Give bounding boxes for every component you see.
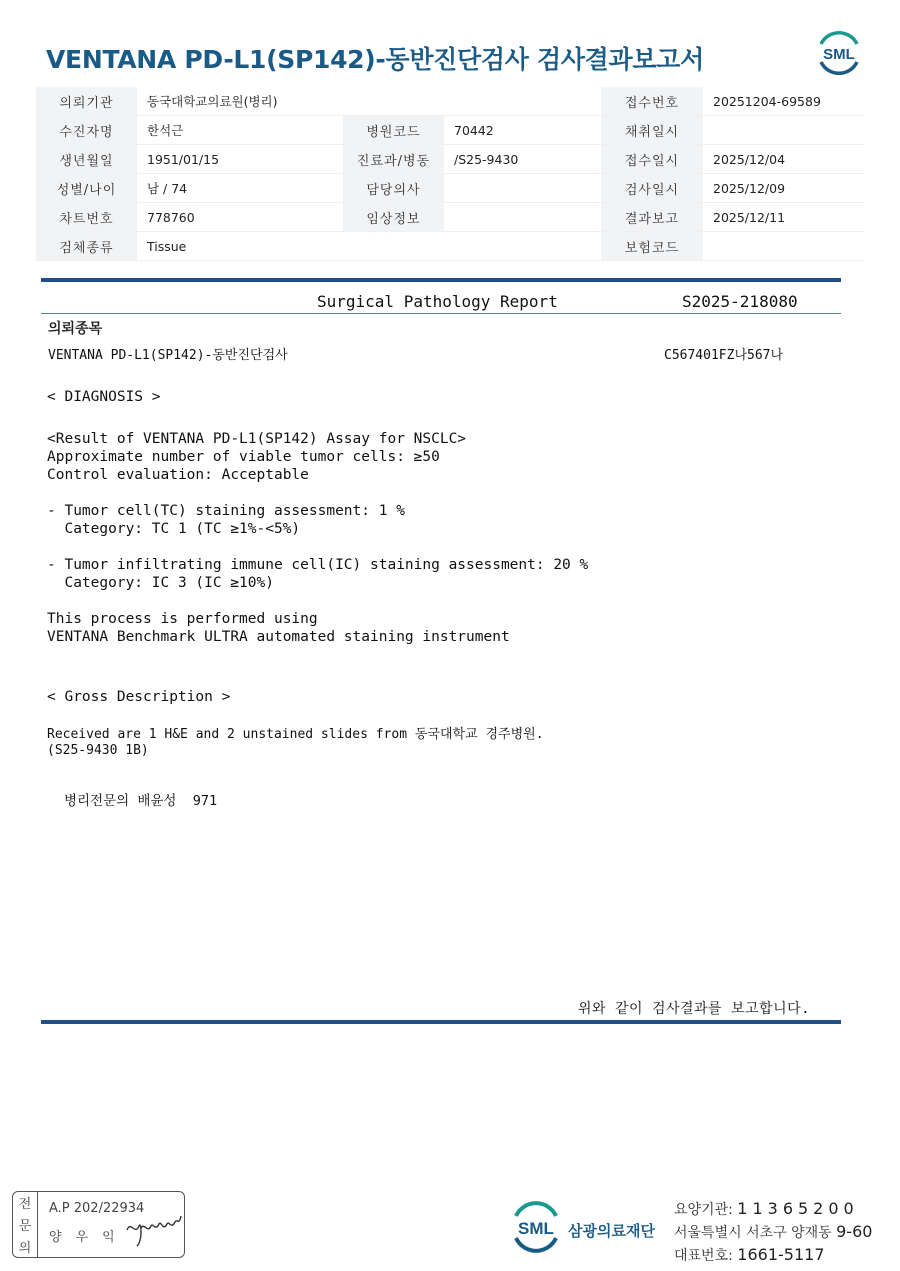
result-line-3: Control evaluation: Acceptable bbox=[47, 467, 309, 483]
diagnosis-heading: < DIAGNOSIS > bbox=[47, 389, 161, 405]
info-value: 2025/12/11 bbox=[703, 203, 864, 232]
address-value: 9-60 bbox=[836, 1222, 873, 1241]
info-row bbox=[36, 232, 864, 261]
info-label bbox=[343, 232, 444, 261]
info-label: 접수일시 bbox=[601, 145, 703, 174]
info-value: Tissue bbox=[137, 232, 343, 261]
info-label: 임상정보 bbox=[343, 203, 444, 232]
footer-org-name: 삼광의료재단 bbox=[568, 1222, 655, 1240]
info-label: 수진자명 bbox=[36, 116, 137, 145]
info-value bbox=[703, 116, 864, 145]
info-value: 남 / 74 bbox=[137, 174, 343, 203]
footer-address bbox=[674, 1222, 872, 1242]
info-row bbox=[36, 174, 864, 203]
request-label: 의뢰종목 bbox=[48, 321, 103, 337]
info-value: 20251204-69589 bbox=[703, 87, 864, 116]
info-value: 2025/12/09 bbox=[703, 174, 864, 203]
footer-phone bbox=[674, 1245, 825, 1265]
info-row bbox=[36, 203, 864, 232]
info-row bbox=[36, 145, 864, 174]
info-label: 담당의사 bbox=[343, 174, 444, 203]
ic-assessment: - Tumor infiltrating immune cell(IC) staining assessment: 20 % bbox=[47, 557, 589, 573]
info-value: 동국대학교의료원(병리) bbox=[137, 87, 343, 116]
stamp-ap-number: A.P 202/22934 bbox=[49, 1201, 145, 1216]
top-rule bbox=[41, 278, 841, 282]
closing-statement: 위와 같이 검사결과를 보고합니다. bbox=[578, 1001, 811, 1017]
report-number: S2025-218080 bbox=[682, 292, 798, 311]
stamp-char: 전 bbox=[18, 1197, 32, 1213]
info-value bbox=[444, 87, 601, 116]
footer-logo bbox=[510, 1198, 562, 1258]
tc-assessment: - Tumor cell(TC) staining assessment: 1 % bbox=[47, 503, 405, 519]
info-value: 2025/12/04 bbox=[703, 145, 864, 174]
info-label: 결과보고 bbox=[601, 203, 703, 232]
info-value: /S25-9430 bbox=[444, 145, 601, 174]
result-line-2: Approximate number of viable tumor cells: ≥50 bbox=[47, 449, 440, 465]
gross-line-1: Received are 1 H&E and 2 unstained slides from 동국대학교 경주병원. bbox=[47, 727, 544, 742]
logo-text: SML bbox=[823, 46, 855, 63]
info-label: 보험코드 bbox=[601, 232, 703, 261]
phone-label: 대표번호: bbox=[674, 1248, 733, 1264]
info-value: 778760 bbox=[137, 203, 343, 232]
info-row bbox=[36, 116, 864, 145]
stamp-side-label bbox=[13, 1192, 38, 1257]
info-label: 채취일시 bbox=[601, 116, 703, 145]
pathologist-line: 병리전문의 배윤성 971 bbox=[64, 793, 218, 809]
tc-category: Category: TC 1 (TC ≥1%-<5%) bbox=[47, 521, 301, 537]
gross-line-2: (S25-9430 1B) bbox=[47, 743, 149, 758]
info-label: 검사일시 bbox=[601, 174, 703, 203]
info-value: 70442 bbox=[444, 116, 601, 145]
process-line-1: This process is performed using bbox=[47, 611, 318, 627]
info-value bbox=[444, 203, 601, 232]
info-label: 생년월일 bbox=[36, 145, 137, 174]
info-label: 접수번호 bbox=[601, 87, 703, 116]
info-label: 차트번호 bbox=[36, 203, 137, 232]
pathologist-stamp bbox=[12, 1191, 185, 1258]
info-row bbox=[36, 87, 864, 116]
stamp-char: 문 bbox=[18, 1218, 32, 1234]
info-label: 의뢰기관 bbox=[36, 87, 137, 116]
code-value: 11365200 bbox=[737, 1199, 859, 1218]
info-label bbox=[343, 87, 444, 116]
signature-image bbox=[123, 1206, 183, 1250]
code-label: 요양기관: bbox=[674, 1202, 733, 1218]
gross-heading: < Gross Description > bbox=[47, 689, 231, 705]
phone-value: 1661-5117 bbox=[737, 1245, 825, 1264]
info-value bbox=[703, 232, 864, 261]
info-label: 진료과/병동 bbox=[343, 145, 444, 174]
stamp-char: 의 bbox=[18, 1240, 32, 1256]
info-value: 1951/01/15 bbox=[137, 145, 343, 174]
info-label: 병원코드 bbox=[343, 116, 444, 145]
result-line-1: <Result of VENTANA PD-L1(SP142) Assay for NSCLC> bbox=[47, 431, 467, 447]
request-code: C567401FZ나567나 bbox=[664, 348, 784, 363]
footer-logo-text: SML bbox=[518, 1219, 554, 1238]
patient-info-table bbox=[36, 87, 864, 261]
info-label: 검체종류 bbox=[36, 232, 137, 261]
request-test: VENTANA PD-L1(SP142)-동반진단검사 bbox=[48, 348, 288, 363]
heading-rule bbox=[41, 313, 841, 314]
info-value bbox=[444, 232, 601, 261]
process-line-2: VENTANA Benchmark ULTRA automated staining instrument bbox=[47, 629, 510, 645]
address-label: 서울특별시 서초구 양재동 bbox=[674, 1225, 832, 1241]
sml-logo bbox=[815, 30, 863, 76]
info-value: 한석근 bbox=[137, 116, 343, 145]
report-heading: Surgical Pathology Report bbox=[317, 292, 558, 311]
info-label: 성별/나이 bbox=[36, 174, 137, 203]
ic-category: Category: IC 3 (IC ≥10%) bbox=[47, 575, 274, 591]
info-value bbox=[444, 174, 601, 203]
report-title: VENTANA PD-L1(SP142)-동반진단검사 검사결과보고서 bbox=[46, 45, 704, 74]
footer-code bbox=[674, 1199, 859, 1219]
bottom-rule bbox=[41, 1020, 841, 1024]
stamp-name: 양우익 bbox=[49, 1230, 129, 1245]
